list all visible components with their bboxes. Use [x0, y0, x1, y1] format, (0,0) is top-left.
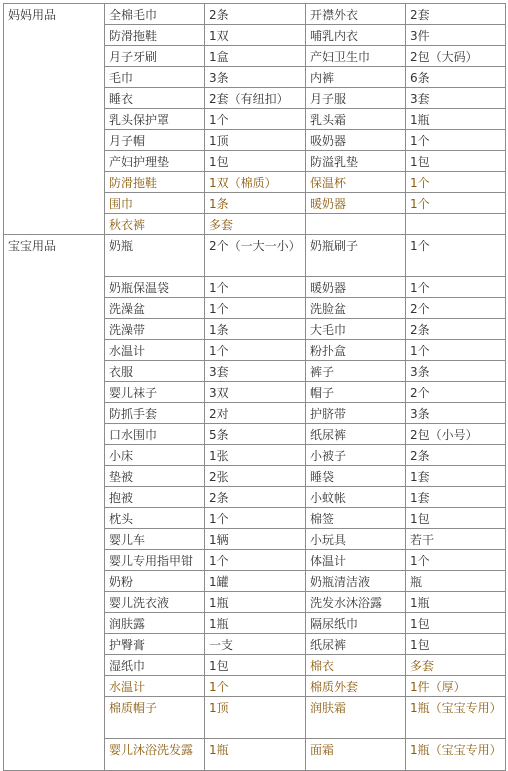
item-name: 产妇护理垫 — [105, 151, 205, 172]
item-name: 垫被 — [105, 466, 205, 487]
item-quantity: 3套 — [205, 361, 306, 382]
item-quantity: 1顶 — [205, 130, 306, 151]
category-cell: 妈妈用品 — [4, 4, 105, 235]
item-quantity: 1个 — [205, 109, 306, 130]
item-name: 口水围巾 — [105, 424, 205, 445]
item-quantity: 1辆 — [205, 529, 306, 550]
item-quantity: 1个 — [205, 340, 306, 361]
item-name: 洗澡盆 — [105, 298, 205, 319]
item-name: 防滑拖鞋 — [105, 172, 205, 193]
item-quantity — [406, 214, 506, 235]
item-name: 防滑拖鞋 — [105, 25, 205, 46]
item-quantity: 1条 — [205, 193, 306, 214]
item-quantity: 1包 — [406, 151, 506, 172]
item-quantity: 1瓶 — [406, 109, 506, 130]
item-name: 暖奶器 — [306, 193, 406, 214]
item-quantity: 1双（棉质） — [205, 172, 306, 193]
item-quantity: 1个 — [205, 550, 306, 571]
item-name: 毛巾 — [105, 67, 205, 88]
item-quantity: 1个 — [406, 340, 506, 361]
item-name: 奶瓶刷子 — [306, 235, 406, 277]
item-name: 防抓手套 — [105, 403, 205, 424]
item-name: 奶瓶保温袋 — [105, 277, 205, 298]
item-quantity: 1个 — [406, 277, 506, 298]
item-quantity: 1瓶 — [205, 592, 306, 613]
item-quantity: 3条 — [406, 403, 506, 424]
item-name: 产妇卫生巾 — [306, 46, 406, 67]
item-quantity: 2套 — [406, 4, 506, 25]
item-name: 水温计 — [105, 340, 205, 361]
item-name: 棉质外套 — [306, 676, 406, 697]
item-name: 防溢乳垫 — [306, 151, 406, 172]
item-name: 全棉毛巾 — [105, 4, 205, 25]
item-name: 内裤 — [306, 67, 406, 88]
item-quantity: 1个 — [406, 235, 506, 277]
item-name: 洗脸盆 — [306, 298, 406, 319]
item-name: 润肤露 — [105, 613, 205, 634]
item-name: 奶瓶清洁液 — [306, 571, 406, 592]
item-quantity: 2包（小号） — [406, 424, 506, 445]
item-name: 婴儿洗衣液 — [105, 592, 205, 613]
item-quantity: 一支 — [205, 634, 306, 655]
item-quantity: 1套 — [406, 487, 506, 508]
item-quantity: 1张 — [205, 445, 306, 466]
item-name: 隔尿纸巾 — [306, 613, 406, 634]
item-quantity: 2条 — [406, 319, 506, 340]
item-name: 婴儿沐浴洗发露 — [105, 739, 205, 771]
item-name: 吸奶器 — [306, 130, 406, 151]
item-quantity: 1瓶（宝宝专用） — [406, 697, 506, 739]
item-name: 月子服 — [306, 88, 406, 109]
item-name: 润肤霜 — [306, 697, 406, 739]
item-name: 婴儿专用指甲钳 — [105, 550, 205, 571]
item-name: 乳头霜 — [306, 109, 406, 130]
item-quantity: 5条 — [205, 424, 306, 445]
item-name: 秋衣裤 — [105, 214, 205, 235]
item-quantity: 1个 — [205, 277, 306, 298]
item-quantity: 多套 — [406, 655, 506, 676]
item-quantity: 1包 — [406, 613, 506, 634]
item-quantity: 1瓶（宝宝专用） — [406, 739, 506, 771]
table-row — [4, 4, 506, 25]
item-name: 护脐带 — [306, 403, 406, 424]
item-quantity: 1包 — [205, 655, 306, 676]
item-quantity: 2条 — [406, 445, 506, 466]
item-quantity: 1双 — [205, 25, 306, 46]
item-name: 围巾 — [105, 193, 205, 214]
item-quantity: 1个 — [406, 550, 506, 571]
item-quantity: 1个 — [205, 676, 306, 697]
item-name: 月子牙刷 — [105, 46, 205, 67]
item-name: 婴儿车 — [105, 529, 205, 550]
item-name: 水温计 — [105, 676, 205, 697]
item-name: 洗澡带 — [105, 319, 205, 340]
item-name: 面霜 — [306, 739, 406, 771]
item-quantity: 2个 — [406, 298, 506, 319]
item-quantity: 1个 — [406, 172, 506, 193]
item-name: 枕头 — [105, 508, 205, 529]
item-name: 睡衣 — [105, 88, 205, 109]
item-quantity: 2个 — [406, 382, 506, 403]
item-quantity: 1包 — [406, 634, 506, 655]
item-quantity: 1顶 — [205, 697, 306, 739]
item-name: 大毛巾 — [306, 319, 406, 340]
item-quantity: 1瓶 — [205, 613, 306, 634]
item-quantity: 多套 — [205, 214, 306, 235]
shopping-list-table — [3, 3, 506, 771]
category-cell: 宝宝用品 — [4, 235, 105, 771]
item-quantity: 1盒 — [205, 46, 306, 67]
item-name: 睡袋 — [306, 466, 406, 487]
item-name: 保温杯 — [306, 172, 406, 193]
item-name: 棉质帽子 — [105, 697, 205, 739]
item-quantity: 3条 — [205, 67, 306, 88]
item-quantity: 6条 — [406, 67, 506, 88]
item-quantity: 1罐 — [205, 571, 306, 592]
item-name: 棉签 — [306, 508, 406, 529]
table-row — [4, 235, 506, 277]
item-name: 粉扑盒 — [306, 340, 406, 361]
item-quantity: 若干 — [406, 529, 506, 550]
item-name: 纸尿裤 — [306, 634, 406, 655]
item-name: 纸尿裤 — [306, 424, 406, 445]
item-name: 洗发水沐浴露 — [306, 592, 406, 613]
item-name: 哺乳内衣 — [306, 25, 406, 46]
item-name: 小蚊帐 — [306, 487, 406, 508]
item-quantity: 2条 — [205, 487, 306, 508]
item-quantity: 瓶 — [406, 571, 506, 592]
item-quantity: 2条 — [205, 4, 306, 25]
item-name: 湿纸巾 — [105, 655, 205, 676]
item-name: 奶瓶 — [105, 235, 205, 277]
item-quantity: 1瓶 — [205, 739, 306, 771]
item-name: 帽子 — [306, 382, 406, 403]
item-quantity: 1包 — [406, 508, 506, 529]
item-quantity: 1套 — [406, 466, 506, 487]
item-name: 护臀膏 — [105, 634, 205, 655]
item-quantity: 1个 — [406, 193, 506, 214]
item-name: 开襟外衣 — [306, 4, 406, 25]
item-quantity: 2对 — [205, 403, 306, 424]
item-quantity: 1个 — [205, 298, 306, 319]
item-name: 棉衣 — [306, 655, 406, 676]
item-quantity: 3双 — [205, 382, 306, 403]
item-quantity: 1件（厚） — [406, 676, 506, 697]
item-name: 抱被 — [105, 487, 205, 508]
item-name: 体温计 — [306, 550, 406, 571]
item-quantity: 3件 — [406, 25, 506, 46]
item-name: 小玩具 — [306, 529, 406, 550]
item-quantity: 2套（有纽扣） — [205, 88, 306, 109]
item-quantity: 1个 — [406, 130, 506, 151]
item-quantity: 1条 — [205, 319, 306, 340]
item-quantity: 1包 — [205, 151, 306, 172]
item-name: 裤子 — [306, 361, 406, 382]
item-quantity: 3条 — [406, 361, 506, 382]
item-name: 小被子 — [306, 445, 406, 466]
item-quantity: 2张 — [205, 466, 306, 487]
item-quantity: 1瓶 — [406, 592, 506, 613]
item-name: 婴儿袜子 — [105, 382, 205, 403]
item-name: 小床 — [105, 445, 205, 466]
item-name — [306, 214, 406, 235]
item-name: 月子帽 — [105, 130, 205, 151]
item-name: 乳头保护罩 — [105, 109, 205, 130]
item-name: 奶粉 — [105, 571, 205, 592]
item-quantity: 1个 — [205, 508, 306, 529]
item-quantity: 2个（一大一小） — [205, 235, 306, 277]
item-name: 衣服 — [105, 361, 205, 382]
shopping-list-body — [4, 4, 506, 771]
item-quantity: 3套 — [406, 88, 506, 109]
item-quantity: 2包（大码） — [406, 46, 506, 67]
item-name: 暖奶器 — [306, 277, 406, 298]
